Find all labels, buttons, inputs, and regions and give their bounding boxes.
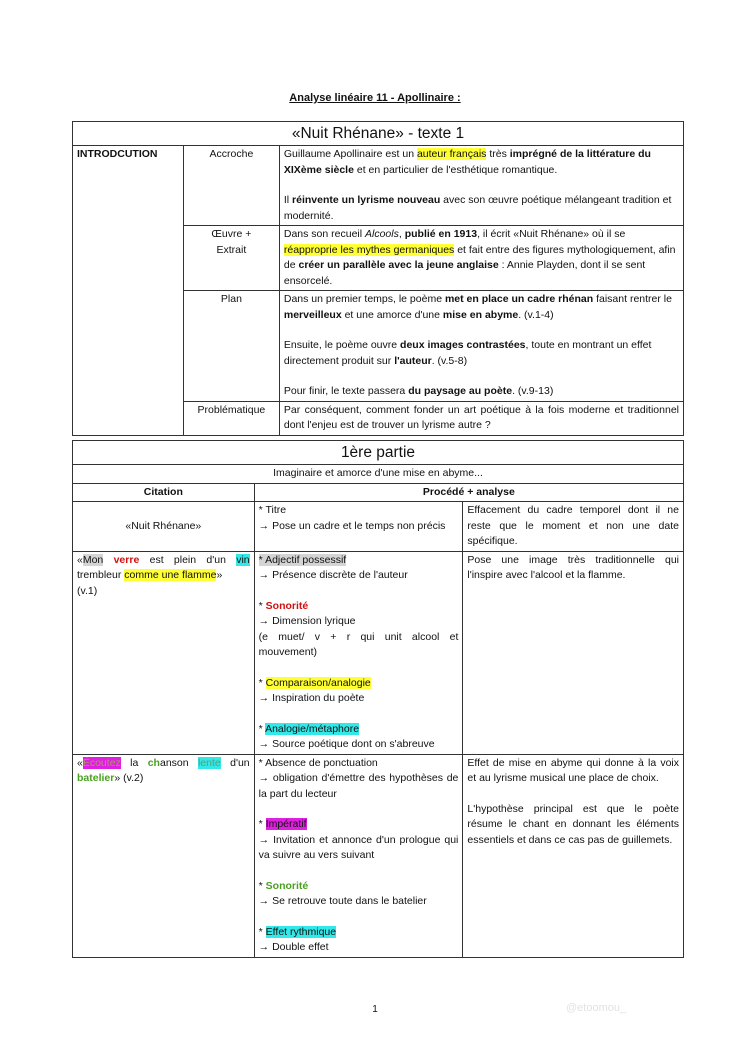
text: Guillaume Apollinaire est un bbox=[283, 148, 417, 160]
citation-cell bbox=[73, 754, 255, 957]
text: . (v.9-13) bbox=[512, 385, 554, 397]
accroche-content bbox=[279, 146, 683, 226]
text: et en particulier de l'esthétique romantique. bbox=[353, 163, 558, 176]
citation-cell bbox=[73, 551, 255, 754]
part1-heading: 1ère partie bbox=[73, 441, 684, 465]
problematique-content: Par conséquent, comment fonder un art poétique à la fois moderne et traditionnel dont l'enjeu est de trouver un lyrisme autre ? bbox=[279, 401, 683, 435]
procede-title: Comparaison/analogie bbox=[265, 676, 371, 689]
text: la bbox=[120, 756, 148, 769]
bold-text: du paysage au poète bbox=[408, 385, 513, 397]
text: d'un bbox=[220, 756, 250, 769]
column-header-citation: Citation bbox=[73, 483, 255, 502]
intro-heading: «Nuit Rhénane» - texte 1 bbox=[73, 122, 684, 146]
procede-title: Impératif bbox=[265, 818, 307, 830]
problematique-label: Problématique bbox=[183, 401, 279, 435]
procede-text: (e muet/ v + r qui unit alcool et mouvement) bbox=[258, 630, 459, 658]
text: « bbox=[77, 553, 83, 566]
text: et fait entre des figures mythologiquement, afin de bbox=[283, 243, 676, 271]
part1-subtitle: Imaginaire et amorce d'une mise en abyme... bbox=[73, 465, 684, 484]
procede-text: → Source poétique dont on s'abreuve bbox=[258, 738, 435, 750]
procede-title: * Absence de ponctuation bbox=[258, 756, 378, 769]
text: » bbox=[216, 569, 223, 581]
procede-text: → Se retrouve toute dans le batelier bbox=[258, 895, 427, 907]
highlight-text: Écoutez bbox=[82, 756, 121, 769]
colored-text: ch bbox=[147, 756, 160, 769]
colored-text: batelier bbox=[77, 772, 115, 784]
text: « bbox=[77, 756, 83, 769]
procede-text: → Dimension lyrique bbox=[258, 615, 356, 627]
citation-cell: «Nuit Rhénane» bbox=[73, 502, 255, 552]
highlight-text: auteur français bbox=[416, 148, 487, 160]
text: faisant rentrer le bbox=[593, 293, 672, 305]
procede-text: → Invitation et annonce d'un prologue qui va suivre au vers suivant bbox=[258, 833, 459, 861]
text: et une amorce d'une bbox=[341, 308, 443, 321]
accroche-label: Accroche bbox=[183, 146, 279, 226]
procede-title: Sonorité bbox=[265, 879, 309, 892]
highlight-text: réapproprie les mythes germaniques bbox=[283, 243, 455, 256]
text: * bbox=[258, 676, 266, 689]
oeuvre-label bbox=[183, 226, 279, 291]
procede-cell bbox=[254, 754, 463, 957]
analyse-text: L'hypothèse principal est que le poète résume le chant en donnant les éléments essentiels et dans ce cas pas de guillemets. bbox=[467, 802, 679, 846]
text: anson bbox=[159, 756, 198, 769]
introduction-table bbox=[72, 121, 684, 436]
highlight-text: vin bbox=[236, 553, 250, 566]
bold-text: l'auteur bbox=[394, 354, 432, 367]
analyse-cell bbox=[463, 754, 684, 957]
text: . (v.5-8) bbox=[431, 354, 468, 367]
procede-text: → obligation d'émettre des hypothèses de la part du lecteur bbox=[258, 772, 459, 800]
plan-label: Plan bbox=[183, 291, 279, 402]
text: avec son œuvre poétique mélangeant tradition et modernité. bbox=[283, 194, 672, 222]
text: : Annie Playden, dont il se sent ensorcelé. bbox=[283, 259, 646, 287]
bold-text: publié en 1913 bbox=[404, 228, 478, 240]
procede-title: * Adjectif possessif bbox=[258, 553, 347, 566]
bold-text: merveilleux bbox=[283, 308, 342, 321]
oeuvre-label-line1: Œuvre + bbox=[211, 228, 252, 240]
procede-cell bbox=[254, 502, 463, 552]
highlight-text: lente bbox=[197, 756, 221, 769]
procede-text: → Présence discrète de l'auteur bbox=[258, 569, 408, 581]
highlight-text: comme une flamme bbox=[124, 569, 217, 581]
highlight-text: Mon bbox=[82, 553, 104, 566]
part1-table bbox=[72, 440, 684, 958]
text: , toute en montrant un effet directement produit sur bbox=[283, 339, 652, 367]
bold-text: deux images contrastées bbox=[400, 339, 526, 351]
text: Dans un premier temps, le poème bbox=[283, 293, 445, 305]
procede-title: * Titre bbox=[258, 504, 287, 516]
text: , bbox=[398, 228, 405, 240]
column-header-analyse: Procédé + analyse bbox=[254, 483, 683, 502]
plan-content bbox=[279, 291, 683, 402]
italic-text: Alcools bbox=[365, 228, 399, 240]
text: Dans son recueil bbox=[283, 228, 365, 240]
text: est plein d'un bbox=[139, 553, 237, 566]
page-number: 1 bbox=[372, 1004, 378, 1015]
bold-text: mise en abyme bbox=[442, 308, 519, 321]
text: * bbox=[258, 925, 266, 938]
procede-text: → Inspiration du poète bbox=[258, 692, 365, 704]
text bbox=[103, 554, 113, 566]
text: * bbox=[258, 599, 266, 612]
table-row bbox=[73, 502, 684, 552]
text: * bbox=[258, 879, 266, 892]
procede-title: Effet rythmique bbox=[265, 925, 337, 938]
bold-text: créer un parallèle avec la jeune anglaise bbox=[298, 259, 499, 271]
document-title: Analyse linéaire 11 - Apollinaire : bbox=[289, 92, 461, 104]
bold-text: imprégné de la littérature du XIXème siècle bbox=[283, 148, 651, 176]
verse-ref: (v.1) bbox=[77, 584, 98, 597]
text: trembleur bbox=[77, 569, 125, 581]
text: . (v.1-4) bbox=[518, 308, 554, 321]
bold-text: met en place un cadre rhénan bbox=[444, 293, 594, 305]
text: Ensuite, le poème ouvre bbox=[283, 339, 401, 351]
colored-text: verre bbox=[113, 553, 140, 566]
bold-text: réinvente un lyrisme nouveau bbox=[292, 194, 441, 206]
text: » (v.2) bbox=[114, 772, 144, 784]
procede-text: → Pose un cadre et le temps non précis bbox=[258, 519, 446, 532]
procede-text: → Double effet bbox=[258, 941, 329, 953]
procede-title: Sonorité bbox=[265, 599, 309, 612]
oeuvre-content bbox=[279, 226, 683, 291]
text: Il bbox=[283, 194, 293, 206]
oeuvre-label-line2: Extrait bbox=[216, 243, 247, 256]
procede-cell bbox=[254, 551, 463, 754]
table-row bbox=[73, 551, 684, 754]
analyse-text: Effet de mise en abyme qui donne à la voix et au lyrisme musical une place de choix. bbox=[467, 756, 679, 784]
analyse-cell: Effacement du cadre temporel dont il ne reste que le moment et non une date spécifique. bbox=[463, 502, 684, 552]
analyse-cell: Pose une image très traditionnelle qui l'inspire avec l'alcool et la flamme. bbox=[463, 551, 684, 754]
text: * bbox=[258, 818, 266, 830]
procede-title: Analogie/métaphore bbox=[265, 722, 360, 735]
text: * bbox=[258, 722, 266, 735]
text: très bbox=[486, 148, 510, 160]
text: , il écrit «Nuit Rhénane» où il se bbox=[477, 228, 626, 240]
watermark: @etoomou_ bbox=[566, 1002, 627, 1014]
section-label-introduction: INTRODCUTION bbox=[73, 146, 184, 436]
table-row bbox=[73, 754, 684, 957]
text: Pour finir, le texte passera bbox=[283, 385, 409, 397]
